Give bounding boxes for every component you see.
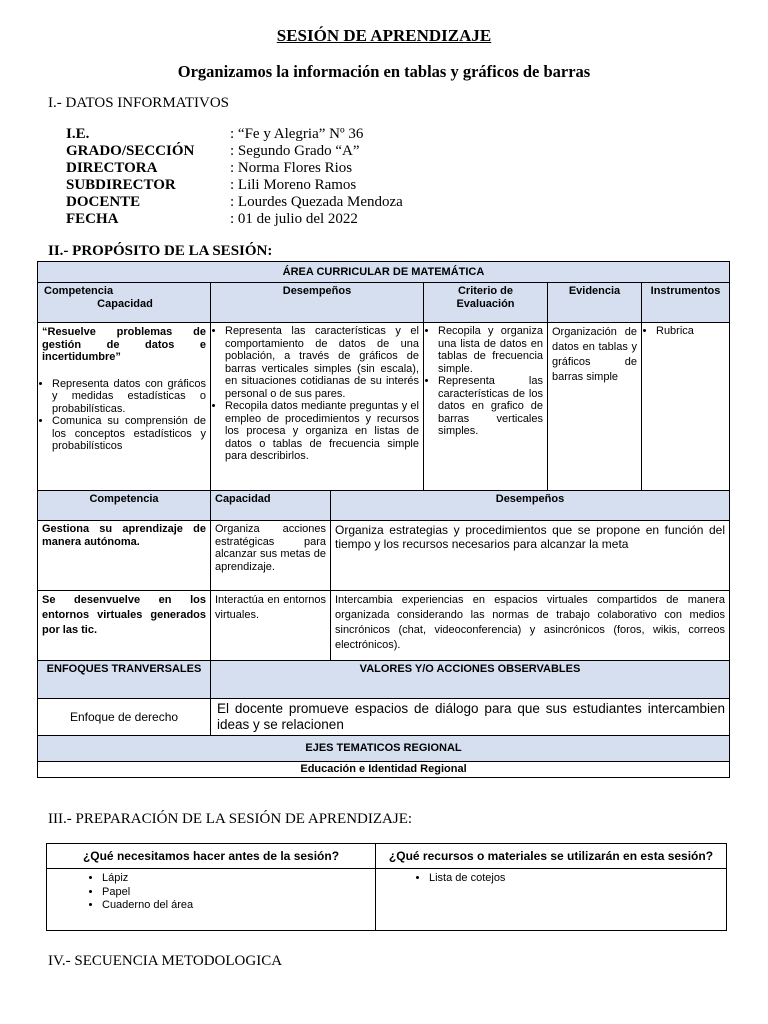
info-row xyxy=(66,194,403,211)
list-item: • Representa datos con gráficos y medidas estadísticas o probabilísticas. xyxy=(52,378,206,416)
preparacion-table xyxy=(46,843,727,931)
antes-list xyxy=(48,872,374,913)
section-secuencia: IV.- SECUENCIA METODOLOGICA xyxy=(48,953,283,969)
info-key: FECHA xyxy=(66,211,119,227)
row3-desempeno: Intercambia experiencias en espacios virtuales compartidos de manera organizada considerando las normas de trabajo colaborativo con medios sincrónicos (chat, videoconferencia) y asincrónicos (foros, wikis, correos electrónicos). xyxy=(331,591,730,661)
instrumento-list xyxy=(646,325,725,338)
antes-header: ¿Qué necesitamos hacer antes de la sesión? xyxy=(47,844,376,869)
info-key: I.E. xyxy=(66,126,90,142)
recursos-header: ¿Qué recursos o materiales se utilizarán en esta sesión? xyxy=(376,844,727,869)
info-key: SUBDIRECTOR xyxy=(66,177,176,193)
valores-header: VALORES Y/O ACCIONES OBSERVABLES xyxy=(211,661,730,699)
info-row xyxy=(66,211,403,228)
h2-competencia: Competencia xyxy=(38,491,211,521)
info-value: : Lourdes Quezada Mendoza xyxy=(230,194,403,210)
col-instrumentos: Instrumentos xyxy=(642,283,730,323)
section-datos-informativos: I.- DATOS INFORMATIVOS xyxy=(48,95,229,111)
desempenos-list xyxy=(215,325,419,463)
col-evidencia: Evidencia xyxy=(548,283,642,323)
list-item: • Recopila datos mediante preguntas y el empleo de procedimientos y recursos los procesa y organiza en listas de datos o tablas de frecuencia simple para describirlos. xyxy=(225,400,419,463)
list-item: • Comunica su comprensión de los conceptos estadísticos y probabilísticos xyxy=(52,415,206,453)
antes-cell xyxy=(47,869,376,931)
eje-cell: Educación e Identidad Regional xyxy=(38,762,730,778)
list-item: • Representa las características y el comportamiento de datos de una población, a través de gráficos de barras verticales simples (sin escala), en situaciones cotidianas de su interés personal o de sus pares. xyxy=(225,325,419,400)
col-criterio: Criterio de Evaluación xyxy=(424,283,548,323)
row2-desempeno: Organiza estrategias y procedimientos que se propone en función del tiempo y los recursos necesarios para alcanzar la meta xyxy=(331,521,730,591)
info-value: : “Fe y Alegria” Nº 36 xyxy=(230,126,364,142)
info-block xyxy=(66,126,403,228)
list-item: • Lista de cotejos xyxy=(429,872,725,886)
desempenos-cell xyxy=(211,323,424,491)
info-value: : Lili Moreno Ramos xyxy=(230,177,357,193)
criterios-list xyxy=(428,325,543,438)
info-row xyxy=(66,177,403,194)
capacidades-list xyxy=(42,378,206,453)
info-value: : 01 de julio del 2022 xyxy=(230,211,358,227)
row3-capacidad: Interactúa en entornos virtuales. xyxy=(211,591,331,661)
instrumento-cell xyxy=(642,323,730,491)
info-value: : Segundo Grado “A” xyxy=(230,143,360,159)
h2-capacidad: Capacidad xyxy=(211,491,331,521)
col-competencia: Competencia xyxy=(44,285,114,297)
list-item: • Representa las características de los datos en grafico de barras verticales simples. xyxy=(438,375,543,438)
enfoque-cell: Enfoque de derecho xyxy=(38,699,211,736)
list-item: • Lápiz xyxy=(102,872,374,886)
valor-cell: El docente promueve espacios de diálogo para que sus estudiantes intercambien ideas y se relacionen xyxy=(211,699,730,736)
list-item: • Rubrica xyxy=(656,325,725,338)
h2-desempenos: Desempeños xyxy=(331,491,730,521)
ejes-header: EJES TEMATICOS REGIONAL xyxy=(38,736,730,762)
info-key: GRADO/SECCIÓN xyxy=(66,143,195,159)
proposito-table xyxy=(37,261,730,778)
info-key: DIRECTORA xyxy=(66,160,158,176)
row2-capacidad: Organiza acciones estratégicas para alcanzar sus metas de aprendizaje. xyxy=(211,521,331,591)
info-row xyxy=(66,126,403,143)
info-row xyxy=(66,143,403,160)
row2-competencia: Gestiona su aprendizaje de manera autónoma. xyxy=(38,521,211,591)
document-subtitle: Organizamos la información en tablas y gráficos de barras xyxy=(177,62,591,81)
list-item: • Cuaderno del área xyxy=(102,899,374,913)
row3-competencia: Se desenvuelve en los entornos virtuales generados por las tic. xyxy=(38,591,211,661)
section-proposito: II.- PROPÓSITO DE LA SESIÓN: xyxy=(48,243,273,259)
list-item: • Papel xyxy=(102,886,374,900)
info-row xyxy=(66,160,403,177)
info-value: : Norma Flores Rios xyxy=(230,160,353,176)
criterio-cell xyxy=(424,323,548,491)
col-desempenos: Desempeños xyxy=(211,283,424,323)
col-capacidad: Capacidad xyxy=(97,297,153,310)
area-header: ÁREA CURRICULAR DE MATEMÁTICA xyxy=(38,262,730,283)
list-item: • Recopila y organiza una lista de datos en tablas de frecuencia simple. xyxy=(438,325,543,375)
enfoques-header: ENFOQUES TRANVERSALES xyxy=(38,661,211,699)
section-preparacion: III.- PREPARACIÓN DE LA SESIÓN DE APRENDIZAJE: xyxy=(48,811,413,827)
document-title: SESIÓN DE APRENDIZAJE xyxy=(276,26,492,45)
info-key: DOCENTE xyxy=(66,194,141,210)
competencia-text: “Resuelve problemas de gestión de datos e incertidumbre” xyxy=(42,326,206,363)
evidencia-cell: Organización de datos en tablas y gráficos de barras simple xyxy=(548,323,642,491)
competencia-capacidad-header xyxy=(38,283,211,323)
competencia-cell xyxy=(38,323,211,491)
recursos-cell xyxy=(376,869,727,931)
recursos-list xyxy=(377,872,725,886)
